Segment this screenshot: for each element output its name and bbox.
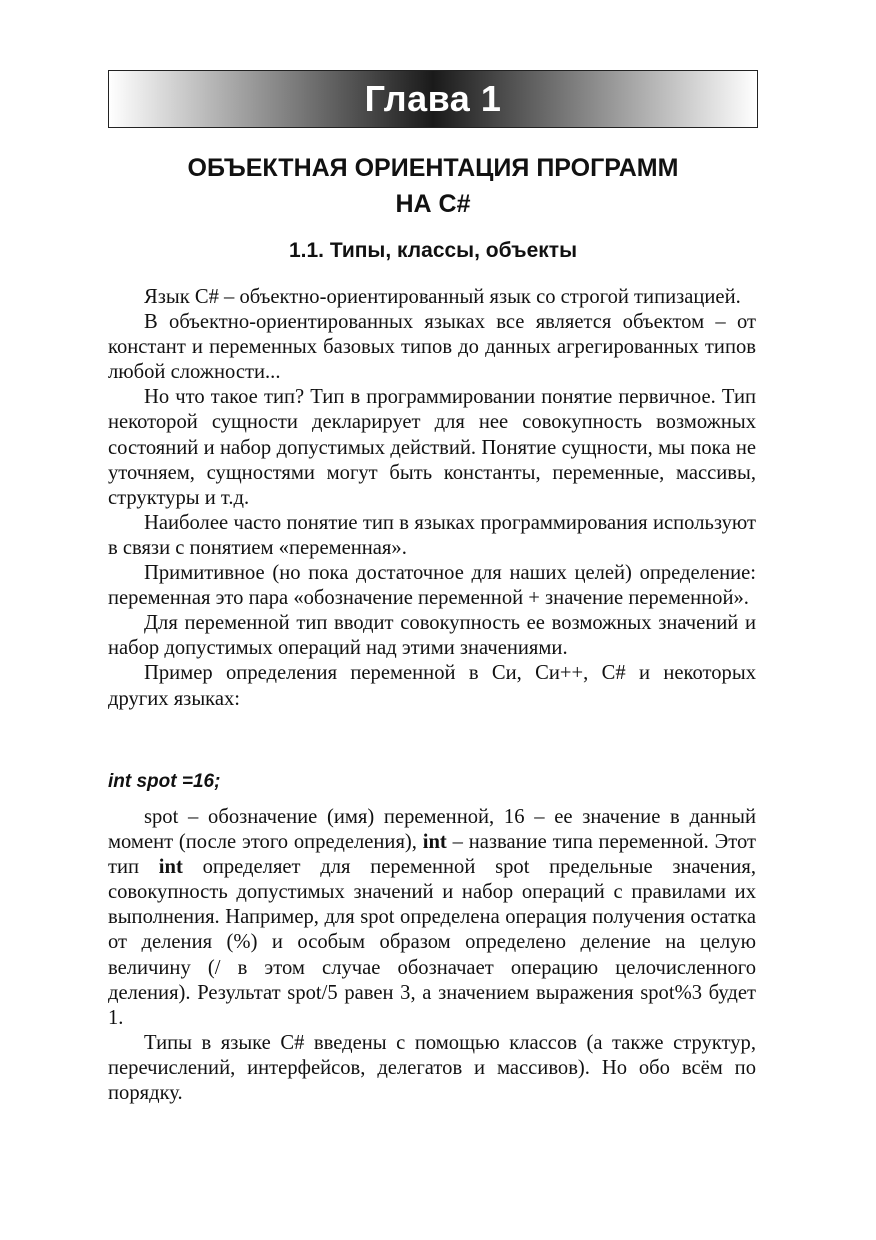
paragraph-8-part-2: – название типа переменной. Этот тип bbox=[108, 831, 756, 879]
body-text-block-2 bbox=[108, 805, 756, 1106]
paragraph-8-part-1: spot – обозначение (имя) переменной, 16 – ее значение в данный момент (после этого определения), bbox=[108, 806, 756, 854]
chapter-title: Глава 1 bbox=[364, 78, 502, 119]
code-example: int spot =16; bbox=[108, 771, 221, 792]
keyword-int-2: int bbox=[158, 856, 183, 879]
section-heading: 1.1. Типы, классы, объекты bbox=[288, 239, 578, 262]
paragraph-9: Типы в языке С# введены с помощью классов (а также структур, перечислений, интерфейсов, делегатов и массивов). Но обо всём по порядку. bbox=[108, 1031, 756, 1105]
page-title-line-2: НА C# bbox=[395, 190, 471, 218]
page-title bbox=[108, 150, 758, 222]
paragraph-1: Язык С# – объектно-ориентированный язык со строгой типизацией. bbox=[144, 286, 741, 308]
paragraph-7: Пример определения переменной в Си, Си++, С# и некоторых других языках: bbox=[108, 662, 756, 710]
page-title-line-1: ОБЪЕКТНАЯ ОРИЕНТАЦИЯ ПРОГРАММ bbox=[187, 154, 679, 182]
paragraph-8-part-3: определяет для переменной spot предельные значения, совокупность допустимых значений и набор операций с правилами их выполнения. Например, для spot определена операция получения остатка от деления (%) и особым образом определено деление на целую величину (/ в этом случае обозначает операцию целочисленного деления). Результат spot/5 равен 3, а значением выражения spot%3 будет 1. bbox=[108, 856, 756, 1029]
keyword-int-1: int bbox=[422, 831, 447, 854]
paragraph-2: В объектно-ориентированных языках все является объектом – от констант и переменных базовых типов до данных агрегированных типов любой сложности... bbox=[108, 311, 756, 384]
chapter-banner bbox=[108, 70, 758, 128]
paragraph-3: Но что такое тип? Тип в программировании понятие первичное. Тип некоторой сущности декларирует для нее совокупность возможных состояний и набор допустимых действий. Понятие сущности, мы пока не уточняем, сущностями могут быть константы, переменные, массивы, структуры и т.д. bbox=[108, 386, 756, 509]
paragraph-8 bbox=[108, 805, 756, 1031]
paragraph-4: Наиболее часто понятие тип в языках программирования используют в связи с понятием «переменная». bbox=[108, 511, 756, 559]
paragraph-6: Для переменной тип вводит совокупность ее возможных значений и набор допустимых операций над этими значениями. bbox=[108, 612, 756, 660]
paragraph-5: Примитивное (но пока достаточное для наших целей) определение: переменная это пара «обозначение переменной + значение переменной». bbox=[108, 562, 756, 610]
body-text-block-1 bbox=[108, 285, 756, 712]
